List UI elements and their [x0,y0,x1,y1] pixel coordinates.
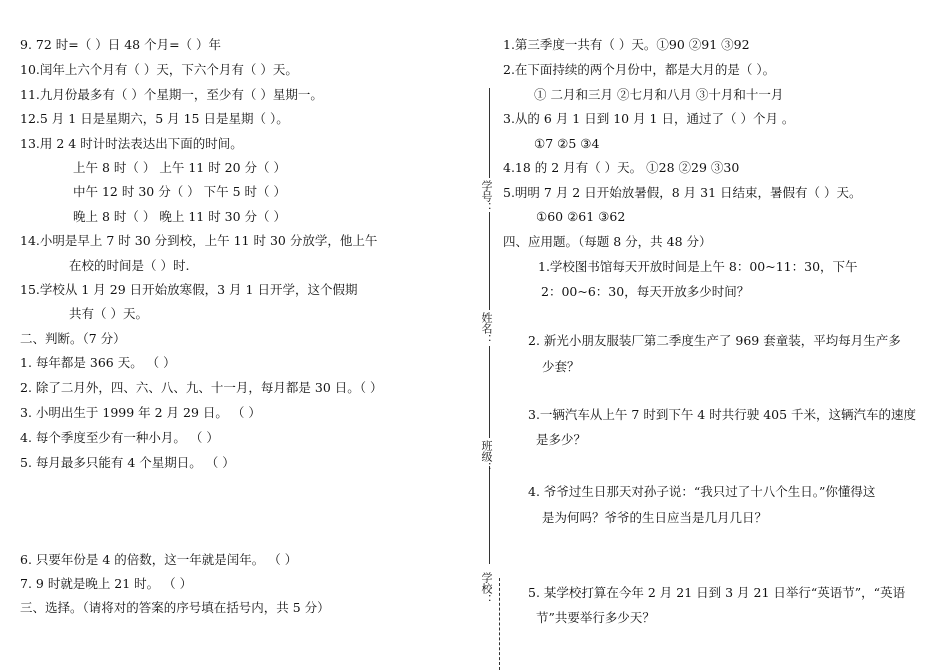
school-label: 学校： [480,572,493,605]
app-q2: 2. 新光小朋友服装厂第二季度生产了 969 套童装，平均每月生产多 [528,333,901,348]
q13-row-1: 上午 8 时（ ） 上午 11 时 20 分（ ） [73,160,287,175]
margin-dashed-rule [499,578,500,670]
margin-rule-2 [489,212,490,310]
choice-5-options: ①60 ②61 ③62 [536,209,626,224]
app-q2-line-2: 少套？ [542,359,580,374]
app-q1: 1.学校图书馆每天开放时间是上午 8：00~11：30，下午 [538,259,858,274]
choice-1: 1.第三季度一共有（ ）天。①90 ②91 ③92 [503,37,750,52]
judge-item-5: 5. 每月最多只能有 4 个星期日。 （ ） [20,455,235,470]
choice-3: 3.从的 6 月 1 日到 10 月 1 日，通过了（ ）个月 。 [503,111,795,126]
app-q1-line-2: 2：00~6：30，每天开放多少时间？ [541,284,750,299]
q13-line: 13.用 2 4 时计时法表达出下面的时间。 [20,136,243,151]
student-number-label: 学号： [480,180,493,213]
choice-5: 5.明明 7 月 2 日开始放暑假，8 月 31 日结束，暑假有（ ）天。 [503,185,862,200]
app-q5: 5. 某学校打算在今年 2 月 21 日到 3 月 21 日举行“英语节”，“英语 [528,585,906,600]
app-q4-line-2: 是为何吗？爷爷的生日应当是几月几日？ [542,510,768,525]
judge-item-6: 6. 只要年份是 4 的倍数，这一年就是闰年。 （ ） [20,552,298,567]
q9-line: 9. 72 时=（ ）日 48 个月=（ ）年 [20,37,222,52]
section-2-heading: 二、判断。（7 分） [20,331,126,346]
choice-2: 2.在下面持续的两个月份中，都是大月的是（ ）。 [503,62,776,77]
margin-rule-4 [489,466,490,564]
app-q5-line-2: 节”共要举行多少天？ [536,610,655,625]
choice-4: 4.18 的 2 月有（ ）天。 ①28 ②29 ③30 [503,160,740,175]
section-4-heading: 四、应用题。（每题 8 分，共 48 分） [503,234,712,249]
judge-item-3: 3. 小明出生于 1999 年 2 月 29 日。 （ ） [20,405,261,420]
judge-item-1: 1. 每年都是 366 天。 （ ） [20,355,176,370]
q14-line: 14.小明是早上 7 时 30 分到校，上午 11 时 30 分放学，他上午 [20,233,378,248]
q15-line: 15.学校从 1 月 29 日开始放寒假，3 月 1 日开学，这个假期 [20,282,358,297]
class-label: 班级： [480,440,493,473]
q12-line: 12.5 月 1 日是星期六，5 月 15 日是星期（ ）。 [20,111,289,126]
q10-line: 10.闰年上六个月有（ ）天，下六个月有（ ）天。 [20,62,298,77]
app-q3: 3.一辆汽车从上午 7 时到下午 4 时共行驶 405 千米，这辆汽车的速度 [528,407,917,422]
margin-rule-1 [489,88,490,178]
judge-item-2: 2. 除了二月外，四、六、八、九、十一月，每月都是 30 日。（ ） [20,380,383,395]
q13-row-2: 中午 12 时 30 分（ ） 下午 5 时（ ） [73,184,287,199]
q13-row-3: 晚上 8 时（ ） 晚上 11 时 30 分（ ） [73,209,287,224]
q15-line-2: 共有（ ）天。 [69,306,148,321]
judge-item-7: 7. 9 时就是晚上 21 时。 （ ） [20,576,193,591]
q11-line: 11.九月份最多有（ ）个星期一，至少有（ ）星期一。 [20,87,323,102]
section-3-heading: 三、选择。（请将对的答案的序号填在括号内，共 5 分） [20,600,330,615]
name-label: 姓名： [480,312,493,345]
app-q4: 4. 爷爷过生日那天对孙子说：“我只过了十八个生日。”你懂得这 [528,484,876,499]
q14-line-2: 在校的时间是（ ）时. [69,258,190,273]
choice-2-options: ① 二月和三月 ②七月和八月 ③十月和十一月 [534,87,784,102]
app-q3-line-2: 是多少？ [536,432,587,447]
judge-item-4: 4. 每个季度至少有一种小月。 （ ） [20,430,219,445]
choice-3-options: ①7 ②5 ③4 [534,136,600,151]
margin-rule-3 [489,346,490,438]
